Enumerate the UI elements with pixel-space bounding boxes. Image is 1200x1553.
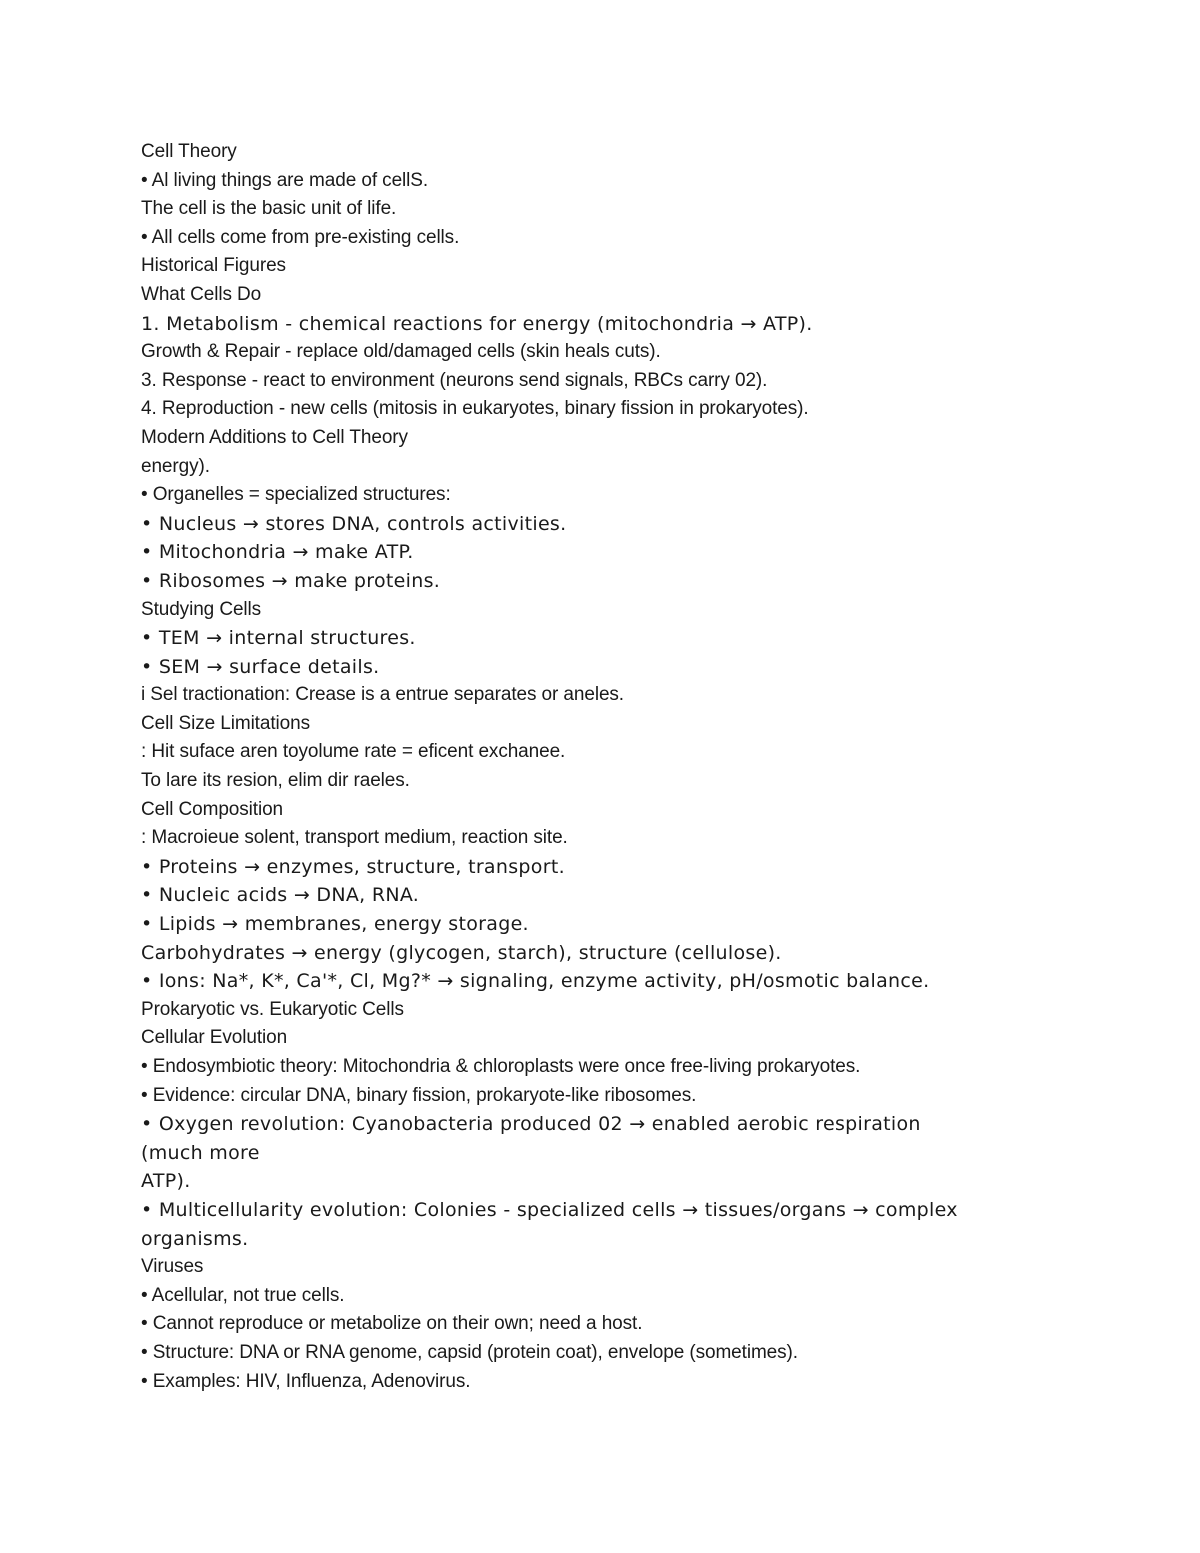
text-line: • Nucleic acids → DNA, RNA. <box>141 884 420 907</box>
text-line: Prokaryotic vs. Eukaryotic Cells <box>141 998 404 1020</box>
text-line: Carbohydrates → energy (glycogen, starch), structure (cellulose). <box>141 941 782 964</box>
text-line: organisms. <box>141 1227 249 1250</box>
text-line: : Macroieue solent, transport medium, reaction site. <box>141 827 568 849</box>
text-line: Cell Composition <box>141 798 284 820</box>
text-line: • Oxygen revolution: Cyanobacteria produced 02 → enabled aerobic respiration <box>141 1113 921 1136</box>
text-line: • Structure: DNA or RNA genome, capsid (protein coat), envelope (sometimes). <box>141 1341 798 1363</box>
text-line: • Examples: HIV, Influenza, Adenovirus. <box>141 1370 471 1392</box>
text-line: • Evidence: circular DNA, binary fission, prokaryote-like ribosomes. <box>141 1084 697 1106</box>
text-line: • SEM → surface details. <box>141 655 380 678</box>
text-line: Viruses <box>141 1256 204 1278</box>
text-line: What Cells Do <box>141 283 262 305</box>
text-line: Growth & Repair - replace old/damaged cells (skin heals cuts). <box>141 341 661 363</box>
text-line: Studying Cells <box>141 598 262 620</box>
text-line: ATP). <box>141 1170 191 1193</box>
text-line: Historical Figures <box>141 255 286 277</box>
text-line: • All cells come from pre-existing cells. <box>141 226 460 248</box>
text-line: • Mitochondria → make ATP. <box>141 541 414 564</box>
text-line: • Al living things are made of cellS. <box>141 169 429 191</box>
text-line: • Endosymbiotic theory: Mitochondria & chloroplasts were once free-living prokaryotes. <box>141 1056 861 1077</box>
text-line: • TEM → internal structures. <box>141 627 416 650</box>
text-line: 4. Reproduction - new cells (mitosis in eukaryotes, binary fission in prokaryotes). <box>141 398 809 420</box>
text-line: • Proteins → enzymes, structure, transport. <box>141 855 565 878</box>
text-line: 3. Response - react to environment (neurons send signals, RBCs carry 02). <box>141 369 768 391</box>
text-line: (much more <box>141 1141 260 1164</box>
text-line: • Lipids → membranes, energy storage. <box>141 913 529 936</box>
text-line: Modern Additions to Cell Theory <box>141 426 408 448</box>
text-line: • Ribosomes → make proteins. <box>141 569 441 592</box>
text-line: • Ions: Na*, K*, Ca'*, Cl, Mg?* → signaling, enzyme activity, pH/osmotic balance. <box>141 970 930 993</box>
text-line: Cell Theory <box>141 141 237 162</box>
text-line: : Hit suface aren toyolume rate = eficent exchanee. <box>141 741 566 763</box>
text-line: Cellular Evolution <box>141 1027 288 1049</box>
text-line: Cell Size Limitations <box>141 712 310 734</box>
text-line: energy). <box>141 455 210 477</box>
text-line: i Sel tractionation: Crease is a entrue separates or aneles. <box>141 684 624 706</box>
text-line: 1. Metabolism - chemical reactions for energy (mitochondria → ATP). <box>141 312 813 335</box>
text-line: • Multicellularity evolution: Colonies - specialized cells → tissues/organs → complex <box>141 1198 958 1221</box>
text-line: To lare its resion, elim dir raeles. <box>141 770 410 792</box>
text-line: • Organelles = specialized structures: <box>141 484 451 506</box>
text-line: • Cannot reproduce or metabolize on their own; need a host. <box>141 1313 643 1335</box>
text-line: • Acellular, not true cells. <box>141 1284 345 1306</box>
text-line: • Nucleus → stores DNA, controls activities. <box>141 512 567 535</box>
text-line: The cell is the basic unit of life. <box>141 198 397 220</box>
document-body <box>141 138 1061 1396</box>
